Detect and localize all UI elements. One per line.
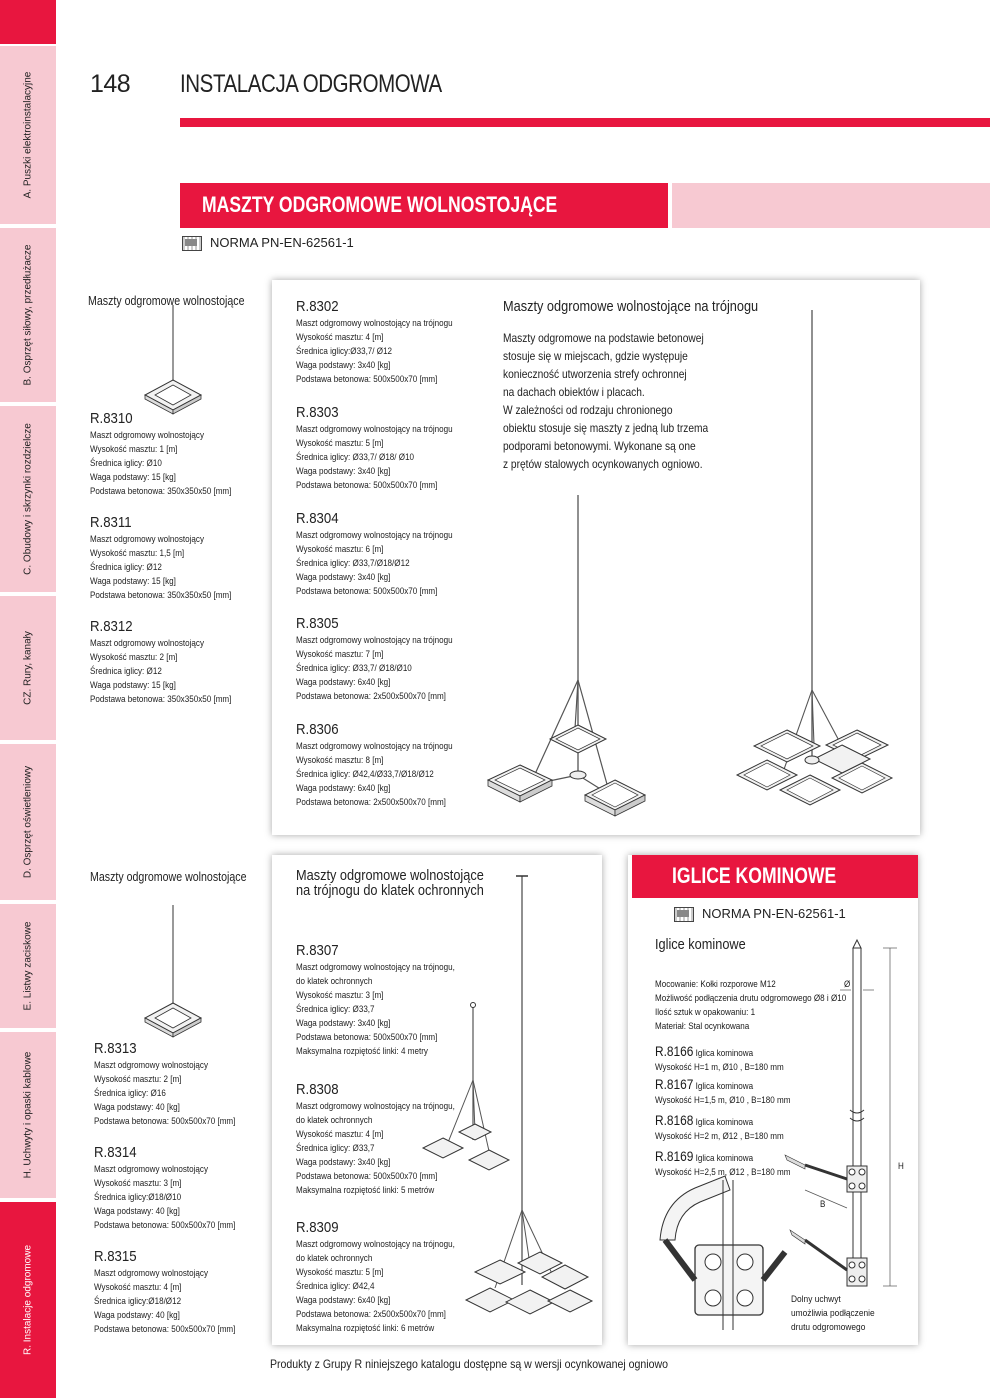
- note-line: umożliwia podłączenie: [791, 1308, 875, 1319]
- spec-line: Mocowanie: Kołki rozporowe M12: [655, 979, 776, 990]
- tripod-mast-illustration: [490, 490, 650, 820]
- sidebar-tab-label: A. Puszki elektroinstalacyjne: [22, 71, 34, 199]
- mast-illustration-medium: [140, 900, 210, 1040]
- product-line: Podstawa betonowa: 500x500x70 [mm]: [94, 1220, 236, 1231]
- sidebar-tab-b[interactable]: [0, 226, 56, 404]
- product-r8314: [94, 1144, 260, 1233]
- spec-line: Materiał: Stal ocynkowana: [655, 1021, 750, 1032]
- desc-line: z prętów stalowych ocynkowanych ogniowo.: [503, 457, 703, 471]
- left-top-title: Maszty odgromowe wolnostojące: [88, 294, 245, 308]
- product-line: Maszt odgromowy wolnostojący: [90, 638, 204, 649]
- norma-text: NORMA PN-EN-62561-1: [702, 906, 846, 921]
- product-line: Maszt odgromowy wolnostojący na trójnogu: [296, 530, 453, 541]
- product-line: Podstawa betonowa: 500x500x70 [mm]: [296, 480, 438, 491]
- product-line: Średnica iglicy:Ø18/Ø10: [94, 1192, 182, 1203]
- sidebar-tab-r[interactable]: [0, 1200, 56, 1400]
- product-line: Maksymalna rozpiętość linki: 6 metrów: [296, 1323, 435, 1334]
- product-line: Podstawa betonowa: 500x500x70 [mm]: [296, 374, 438, 385]
- desc-line: Maszty odgromowe na podstawie betonowej: [503, 331, 704, 345]
- product-r8310: [90, 410, 256, 499]
- product-line: Maszt odgromowy wolnostojący na trójnogu: [296, 741, 453, 752]
- section-title: MASZTY ODGROMOWE WOLNOSTOJĄCE: [202, 192, 558, 217]
- product-code: R.8314: [94, 1144, 137, 1161]
- sidebar-tab-label: R. Instalacje odgromowe: [22, 1244, 34, 1356]
- product-code: R.8313: [94, 1040, 137, 1057]
- product-line: Podstawa betonowa: 500x500x70 [mm]: [94, 1116, 236, 1127]
- spec-line: Możliwość podłączenia drutu odgromowego Ø8 i Ø10: [655, 993, 847, 1004]
- height-label: H: [898, 1161, 904, 1172]
- chimney-spike-drawing: [655, 940, 910, 1340]
- product-line: Średnica iglicy: Ø33,7: [296, 1143, 375, 1154]
- product-line: Maksymalna rozpiętość linki: 5 metrów: [296, 1185, 435, 1196]
- product-line: Waga podstawy: 3x40 [kg]: [296, 360, 391, 371]
- product-line: Wysokość masztu: 6 [m]: [296, 544, 384, 555]
- product-code: R.8166: [655, 1043, 694, 1059]
- product-line: Średnica iglicy:Ø33,7/ Ø12: [296, 346, 393, 357]
- iglice-subtitle: Iglice kominowe: [655, 936, 746, 953]
- sidebar-tab-c[interactable]: [0, 404, 56, 594]
- product-dims: Wysokość H=1 m, Ø10 , B=180 mm: [655, 1062, 784, 1073]
- product-line: Maszt odgromowy wolnostojący: [94, 1060, 208, 1071]
- lower-clamp-note: [791, 1293, 875, 1335]
- iglice-norma-label: [674, 906, 846, 921]
- product-line: do klatek ochronnych: [296, 976, 373, 987]
- sidebar-tab-label: C. Obudowy i skrzynki rozdzielcze: [22, 423, 34, 575]
- product-line: Wysokość masztu: 2 [m]: [94, 1074, 182, 1085]
- product-line: Średnica iglicy:Ø18/Ø12: [94, 1296, 182, 1307]
- product-r8311: [90, 514, 256, 603]
- desc-line: konieczność utworzenia strefy ochronnej: [503, 367, 687, 381]
- sidebar-top-accent: [0, 0, 56, 44]
- product-code: R.8310: [90, 410, 133, 427]
- sidebar-tab-a[interactable]: [0, 44, 56, 226]
- product-line: Podstawa betonowa: 2x500x500x70 [mm]: [296, 797, 446, 808]
- product-dims: Wysokość H=2 m, Ø12 , B=180 mm: [655, 1131, 784, 1142]
- product-line: Maszt odgromowy wolnostojący na trójnogu: [296, 635, 453, 646]
- section-banner: [180, 183, 668, 228]
- product-name: Iglica kominowa: [695, 1081, 754, 1092]
- sidebar-tab-label: H. Uchwyty i opaski kablowe: [22, 1051, 34, 1179]
- product-line: Wysokość masztu: 4 [m]: [296, 332, 384, 343]
- product-line: Maszt odgromowy wolnostojący: [94, 1268, 208, 1279]
- product-line: Wysokość masztu: 5 [m]: [296, 438, 384, 449]
- note-line: Dolny uchwyt: [791, 1294, 841, 1305]
- product-line: Maszt odgromowy wolnostojący na trójnogu,: [296, 1101, 455, 1112]
- product-line: Waga podstawy: 6x40 [kg]: [296, 783, 391, 794]
- note-line: drutu odgromowego: [791, 1322, 866, 1333]
- klatki-title-line: na trójnogu do klatek ochronnych: [296, 882, 484, 899]
- sidebar-tab-label: D. Osprzęt oświetleniowy: [22, 765, 34, 879]
- diameter-label: Ø: [844, 979, 851, 990]
- iglice-banner: [632, 855, 918, 898]
- product-line: Średnica iglicy: Ø33,7/ Ø18/Ø10: [296, 663, 412, 674]
- product-line: Waga podstawy: 40 [kg]: [94, 1310, 180, 1321]
- book-icon: [674, 907, 692, 920]
- product-line: Waga podstawy: 3x40 [kg]: [296, 1018, 391, 1029]
- product-line: Podstawa betonowa: 350x350x50 [mm]: [90, 590, 232, 601]
- banner-accent: [672, 183, 990, 228]
- product-line: Waga podstawy: 15 [kg]: [90, 472, 176, 483]
- product-code: R.8306: [296, 721, 339, 738]
- desc-line: na dachach obiektów i placach.: [503, 385, 645, 399]
- iglice-banner-title: IGLICE KOMINOWE: [672, 863, 837, 888]
- page-title: INSTALACJA ODGROMOWA: [180, 70, 442, 98]
- product-line: Maksymalna rozpiętość linki: 4 metry: [296, 1046, 428, 1057]
- norma-text: NORMA PN-EN-62561-1: [210, 235, 354, 250]
- book-icon: [182, 236, 200, 249]
- product-code: R.8309: [296, 1219, 339, 1236]
- product-line: Wysokość masztu: 8 [m]: [296, 755, 384, 766]
- product-line: Wysokość masztu: 1,5 [m]: [90, 548, 185, 559]
- product-code: R.8312: [90, 618, 133, 635]
- norma-label: [182, 235, 354, 250]
- product-line: Podstawa betonowa: 500x500x70 [mm]: [296, 586, 438, 597]
- product-r8303: [296, 404, 480, 493]
- sidebar-tab-h[interactable]: [0, 1030, 56, 1200]
- product-line: Wysokość masztu: 3 [m]: [296, 990, 384, 1001]
- product-r8315: [94, 1248, 260, 1337]
- klatki-mast-large-illustration: [470, 870, 595, 1330]
- product-code: R.8168: [655, 1112, 694, 1128]
- product-line: Średnica iglicy: Ø33,7: [296, 1004, 375, 1015]
- klatki-title: [296, 868, 484, 898]
- product-line: Maszt odgromowy wolnostojący na trójnogu: [296, 318, 453, 329]
- product-dims: Wysokość H=2,5 m, Ø12 , B=180 mm: [655, 1167, 791, 1178]
- product-line: Podstawa betonowa: 350x350x50 [mm]: [90, 694, 232, 705]
- sidebar-tab-label: E. Listwy zaciskowe: [22, 921, 34, 1011]
- product-line: Wysokość masztu: 4 [m]: [296, 1129, 384, 1140]
- product-line: Waga podstawy: 3x40 [kg]: [296, 572, 391, 583]
- product-line: do klatek ochronnych: [296, 1253, 373, 1264]
- product-dims: Wysokość H=1,5 m, Ø10 , B=180 mm: [655, 1095, 791, 1106]
- product-line: Podstawa betonowa: 500x500x70 [mm]: [296, 1171, 438, 1182]
- product-r8309: [296, 1219, 483, 1336]
- product-code: R.8303: [296, 404, 339, 421]
- sidebar-tab-d[interactable]: [0, 742, 56, 902]
- base-label: B: [820, 1199, 826, 1210]
- product-line: Podstawa betonowa: 500x500x70 [mm]: [94, 1324, 236, 1335]
- product-line: Maszt odgromowy wolnostojący: [94, 1164, 208, 1175]
- product-line: Wysokość masztu: 2 [m]: [90, 652, 178, 663]
- product-line: Maszt odgromowy wolnostojący na trójnogu,: [296, 962, 455, 973]
- product-line: Podstawa betonowa: 2x500x500x70 [mm]: [296, 691, 446, 702]
- product-line: Średnica iglicy: Ø33,7/ Ø18/ Ø10: [296, 452, 415, 463]
- product-code: R.8302: [296, 298, 339, 315]
- product-line: Waga podstawy: 40 [kg]: [94, 1102, 180, 1113]
- tripod-title: Maszty odgromowe wolnostojące na trójnogu: [503, 298, 759, 315]
- left-bottom-title: Maszty odgromowe wolnostojące: [90, 870, 247, 884]
- sidebar-tab-label: B. Osprzęt siłowy, przedłużacze: [22, 244, 34, 386]
- product-line: Waga podstawy: 3x40 [kg]: [296, 1157, 391, 1168]
- product-line: Wysokość masztu: 4 [m]: [94, 1282, 182, 1293]
- desc-line: W zależności od rodzaju chronionego: [503, 403, 673, 417]
- product-line: Podstawa betonowa: 2x500x500x70 [mm]: [296, 1309, 446, 1320]
- product-code: R.8307: [296, 942, 339, 959]
- product-line: Maszt odgromowy wolnostojący: [90, 534, 204, 545]
- product-line: Maszt odgromowy wolnostojący: [90, 430, 204, 441]
- product-code: R.8311: [90, 514, 132, 531]
- footer-note: Produkty z Grupy R niniejszego katalogu dostępne są w wersji ocynkowanej ogniowo: [270, 1357, 668, 1371]
- product-code: R.8305: [296, 615, 339, 632]
- product-line: Waga podstawy: 40 [kg]: [94, 1206, 180, 1217]
- product-r8313: [94, 1040, 260, 1129]
- product-line: Maszt odgromowy wolnostojący na trójnogu,: [296, 1239, 455, 1250]
- product-code: R.8169: [655, 1148, 694, 1164]
- sidebar-tab-label: CZ. Rury, kanały: [22, 631, 34, 705]
- product-line: Waga podstawy: 15 [kg]: [90, 576, 176, 587]
- product-line: Średnica iglicy: Ø42,4/Ø33,7/Ø18/Ø12: [296, 769, 434, 780]
- product-line: Średnica iglicy: Ø12: [90, 562, 162, 573]
- sidebar-tab-cz[interactable]: [0, 594, 56, 742]
- section-sidebar: [0, 0, 56, 1400]
- product-line: Średnica iglicy: Ø12: [90, 666, 162, 677]
- product-code: R.8167: [655, 1076, 694, 1092]
- desc-line: podporami betonowymi. Wykonane są one: [503, 439, 696, 453]
- product-line: Wysokość masztu: 5 [m]: [296, 1267, 384, 1278]
- product-line: Wysokość masztu: 7 [m]: [296, 649, 384, 660]
- product-code: R.8304: [296, 510, 339, 527]
- tripod-mast-double-illustration: [742, 305, 902, 820]
- product-line: Podstawa betonowa: 350x350x50 [mm]: [90, 486, 232, 497]
- product-line: Podstawa betonowa: 500x500x70 [mm]: [296, 1032, 438, 1043]
- desc-line: stosuje się w miejscach, gdzie występuje: [503, 349, 688, 363]
- product-line: Średnica iglicy: Ø10: [90, 458, 162, 469]
- product-name: Iglica kominowa: [695, 1048, 754, 1059]
- header-accent-bar: [180, 118, 990, 127]
- product-line: Waga podstawy: 3x40 [kg]: [296, 466, 391, 477]
- product-r8312: [90, 618, 256, 707]
- product-line: Średnica iglicy: Ø42,4: [296, 1281, 375, 1292]
- mast-illustration-small: [138, 300, 208, 420]
- product-line: Maszt odgromowy wolnostojący na trójnogu: [296, 424, 453, 435]
- product-name: Iglica kominowa: [695, 1117, 754, 1128]
- product-code: R.8308: [296, 1081, 339, 1098]
- product-r8302: [296, 298, 480, 387]
- klatki-title-line: Maszty odgromowe wolnostojące: [296, 867, 484, 884]
- sidebar-tab-e[interactable]: [0, 902, 56, 1030]
- product-code: R.8315: [94, 1248, 137, 1265]
- product-line: Wysokość masztu: 1 [m]: [90, 444, 178, 455]
- product-r8305: [296, 615, 480, 704]
- product-line: Waga podstawy: 15 [kg]: [90, 680, 176, 691]
- product-line: do klatek ochronnych: [296, 1115, 373, 1126]
- tripod-description: [503, 329, 708, 473]
- page-number: 148: [90, 70, 131, 98]
- product-r8304: [296, 510, 480, 599]
- desc-line: obiektu stosuje się maszty z jedną lub trzema: [503, 421, 709, 435]
- product-r8306: [296, 721, 480, 810]
- product-line: Waga podstawy: 6x40 [kg]: [296, 677, 391, 688]
- spec-line: Ilość sztuk w opakowaniu: 1: [655, 1007, 756, 1018]
- product-line: Waga podstawy: 6x40 [kg]: [296, 1295, 391, 1306]
- product-line: Średnica iglicy: Ø16: [94, 1088, 166, 1099]
- product-line: Wysokość masztu: 3 [m]: [94, 1178, 182, 1189]
- product-name: Iglica kominowa: [695, 1153, 754, 1164]
- product-line: Średnica iglicy: Ø33,7/Ø18/Ø12: [296, 558, 410, 569]
